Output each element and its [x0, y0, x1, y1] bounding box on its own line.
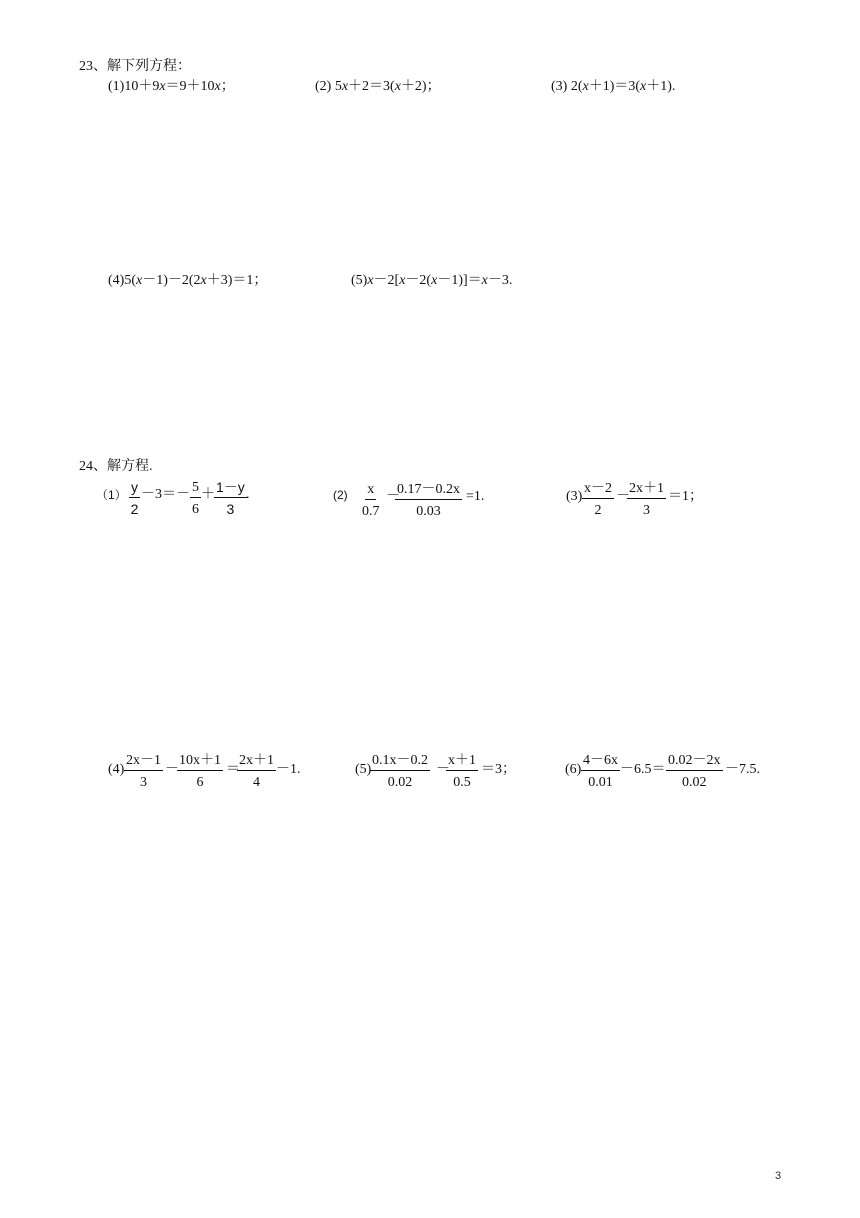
q24-p5-label: (5): [355, 762, 372, 777]
q24-p4-end: －1.: [276, 762, 301, 777]
q24-p2-frac-1: $\frac{x}{0.7}$: [362, 482, 380, 519]
q24-p6-mid: －6.5＝: [620, 762, 666, 777]
q24-title: 24、解方程.: [79, 459, 153, 474]
page-number: 3: [775, 1170, 782, 1182]
q24-p3-label: (3): [566, 489, 583, 504]
q24-p6-end: －7.5.: [725, 762, 760, 777]
q24-p1-frac-3: $\frac{1-y}{3}$: [216, 479, 245, 517]
q24-p1-plus: ＋: [201, 487, 215, 502]
q24-p3-minus: －: [616, 489, 630, 504]
q23-problem-3: (3) 2(x＋1)＝3(x＋1).: [551, 79, 676, 94]
q24-p1-label: （1）: [96, 488, 127, 502]
q24-p4-eq: ＝: [226, 762, 240, 777]
q24-p3-frac-2: $\frac{2x+1}{3}$: [629, 481, 664, 518]
q24-p4-minus: －: [165, 762, 179, 777]
q24-p1-end: .: [246, 487, 250, 502]
q24-p5-frac-1: $\frac{0.1x-0.2}{0.02}$: [372, 753, 428, 790]
q24-p6-frac-2: $\frac{0.02-2x}{0.02}$: [668, 753, 721, 790]
q24-p5-end: ＝3；: [481, 762, 516, 777]
q23-problem-2: (2) 5x＋2＝3(x＋2)；: [315, 79, 441, 94]
q24-p6-frac-1: $\frac{4-6x}{0.01}$: [583, 753, 618, 790]
q24-p6-label: (6): [565, 762, 582, 777]
q24-p4-label: (4): [108, 762, 125, 777]
q24-p5-minus: －: [436, 762, 450, 777]
q24-p4-frac-2: $\frac{10x+1}{6}$: [179, 753, 221, 790]
q24-p5-frac-2: $\frac{x+1}{0.5}$: [448, 753, 476, 790]
q24-p2-end: =1.: [466, 489, 485, 504]
q24-p3-frac-1: $\frac{x-2}{2}$: [584, 481, 612, 518]
q23-title: 23、解下列方程：: [79, 59, 191, 74]
q23-problem-4: (4)5(x－1)－2(2x＋3)＝1；: [108, 273, 268, 288]
q24-p2-label: (2): [333, 488, 348, 502]
q24-p2-frac-2: $\frac{0.17-0.2x}{0.03}$: [397, 482, 460, 519]
q24-p2-minus: －: [386, 489, 400, 504]
q23-problem-5: (5)x－2[x－2(x－1)]＝x－3.: [351, 273, 513, 288]
q24-p1-frac-1: $\frac{y}{2}$: [130, 479, 139, 517]
q24-p1-mid: －3＝－: [141, 487, 190, 502]
q24-p4-frac-1: $\frac{2x-1}{3}$: [126, 753, 161, 790]
q23-problem-1: (1)10＋9x＝9＋10x；: [108, 79, 235, 94]
q24-p4-frac-3: $\frac{2x+1}{4}$: [239, 753, 274, 790]
q24-p1-frac-2: $\frac{5}{6}$: [192, 480, 199, 517]
q24-p3-end: ＝1；: [668, 489, 703, 504]
